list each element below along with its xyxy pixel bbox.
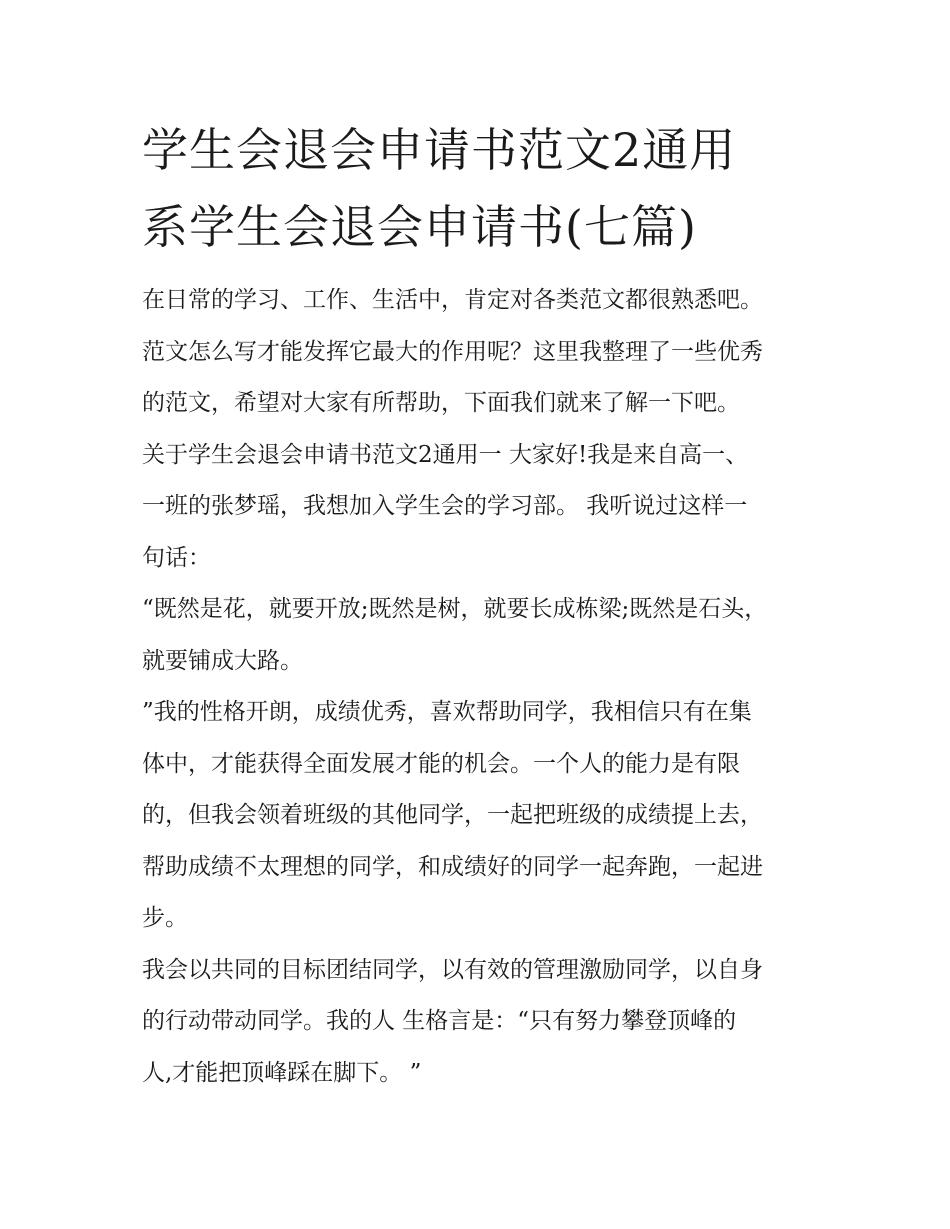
body-line: 的范文，希望对大家有所帮助，下面我们就来了解一下吧。 — [142, 390, 740, 416]
body-line: 句话： — [142, 544, 211, 571]
body-line: “既然是花，就要开放;既然是树，就要长成栋梁;既然是石头， — [142, 596, 768, 622]
body-line: ”我的性格开朗，成绩优秀，喜欢帮助同学，我相信只有在集 — [142, 699, 752, 725]
body-line: 一班的张梦瑶，我想加入学生会的学习部。 我听说过这样一 — [142, 493, 748, 519]
body-line: 人,才能把顶峰踩在脚下。 ” — [142, 1059, 422, 1086]
title-line-1: 学生会退会申请书范文2通用 — [142, 123, 737, 177]
body-line: 就要铺成大路。 — [142, 647, 303, 674]
body-line: 我会以共同的目标团结同学，以有效的管理激励同学，以自身 — [142, 956, 763, 983]
body-line: 帮助成绩不太理想的同学，和成绩好的同学一起奔跑，一起进 — [142, 853, 763, 880]
body-line: 的，但我会领着班级的其他同学，一起把班级的成绩提上去， — [142, 802, 763, 828]
body-line: 在日常的学习、工作、生活中，肯定对各类范文都很熟悉吧。 — [142, 287, 763, 313]
document-body — [142, 278, 822, 1102]
body-line: 范文怎么写才能发挥它最大的作用呢？这里我整理了一些优秀 — [142, 338, 763, 365]
body-line: 体中，才能获得全面发展才能的机会。一个人的能力是有限 — [142, 750, 740, 777]
body-line: 步。 — [142, 905, 188, 931]
title-line-2: 系学生会退会申请书(七篇) — [142, 200, 697, 254]
document-title — [142, 112, 832, 266]
body-line: 的行动带动同学。我的人 生格言是：“只有努力攀登顶峰的 — [142, 1008, 737, 1034]
body-line: 关于学生会退会申请书范文2通用一 大家好!我是来自高一、 — [142, 441, 749, 468]
